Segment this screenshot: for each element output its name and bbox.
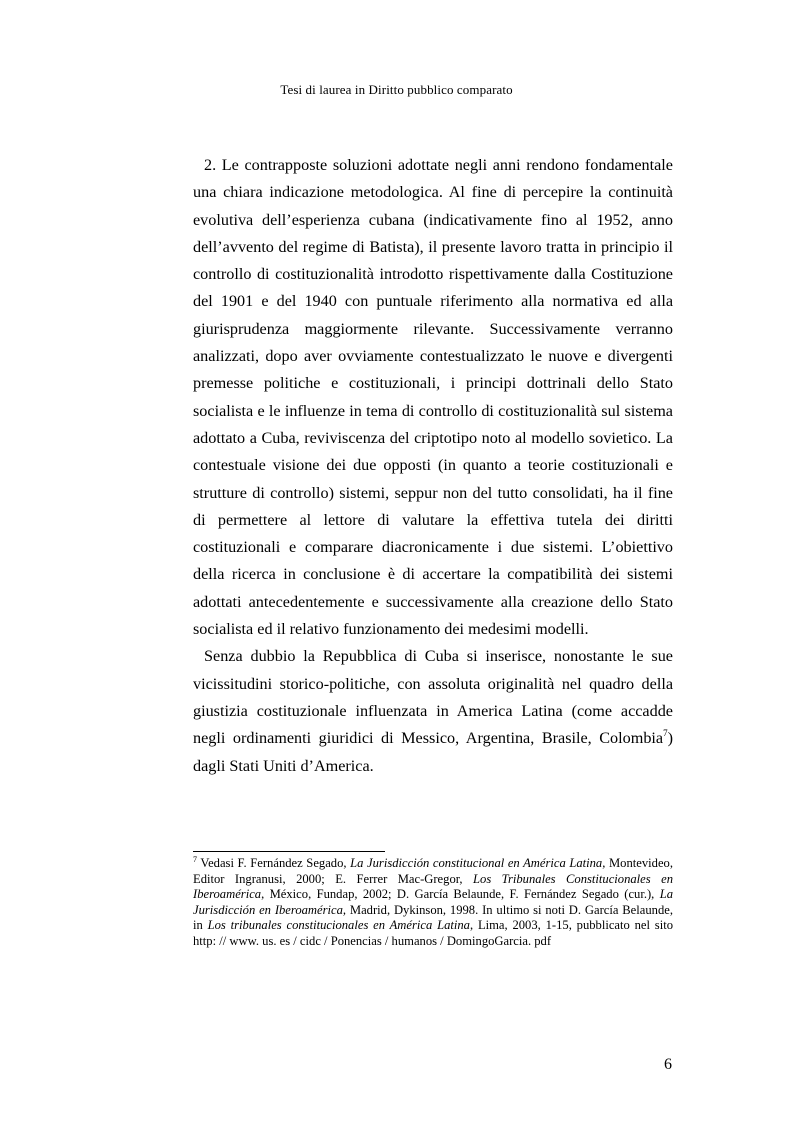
main-text [193, 152, 673, 780]
footnote-text: Montevideo, Editor Ingranusi, 2000; E. Ferrer Mac-Gregor, [193, 856, 673, 886]
paragraph-methodology: 2. Le contrapposte soluzioni adottate negli anni rendono fondamentale una chiara indicazione metodologica. Al fine di percepire la continuità evolutiva dell’esperienza cubana (indicativamente fino al 1952, anno dell’avvento del regime di Batista), il presente lavoro tratta in principio il controllo di costituzionalità introdotto rispettivamente dalla Costituzione del 1901 e del 1940 con puntuale riferimento alla normativa ed alla giurisprudenza maggiormente rilevante. Successivamente verranno analizzati, dopo aver ovviamente contestualizzato le nuove e divergenti premesse politiche e costituzionali, i principi dottrinali dello Stato socialista e le influenze in tema di controllo di costituzionalità sul sistema adottato a Cuba, reviviscenza del criptotipo noto al modello sovietico. La contestuale visione dei due opposti (in quanto a teorie costituzionali e strutture di controllo) sistemi, seppur non del tutto consolidati, ha il fine di permettere al lettore di valutare la effettiva tutela dei diritti costituzionali e comparare diacronicamente i due sistemi. L’obiettivo della ricerca in conclusione è di accertare la compatibilità dei sistemi adottati antecedentemente e successivamente alla creazione dello Stato socialista ed il relativo funzionamento dei medesimi modelli. [193, 156, 673, 639]
paragraph-text-before-ref: Senza dubbio la Repubblica di Cuba si inserisce, nonostante le sue vicissitudini storico-politiche, con assoluta originalità nel quadro della giustizia costituzionale influenzata in America Latina (come accadde negli ordinamenti giuridici di Messico, Argentina, Brasile, Colombia [193, 647, 673, 748]
paragraph-text-after-ref: ) dagli Stati Uniti d’America. [193, 729, 673, 775]
footnote-number: 7 [193, 855, 197, 864]
footnote-text: , México, Fundap, 2002; D. García Belaunde, F. Fernández Segado (cur.), [261, 887, 660, 902]
footnote [193, 856, 673, 950]
footnote-text: , Lima, 2003, 1-15, pubblicato nel sito http: // www. us. es / cidc / Ponencias / humanos / DomingoGarcia. pdf [193, 918, 673, 948]
running-header: Tesi di laurea in Diritto pubblico comparato [280, 82, 513, 97]
footnote-separator [193, 851, 385, 852]
paragraph-cuba-originality [193, 643, 673, 779]
footnote-title: La Jurisdicción en Iberoamérica, [193, 887, 673, 917]
footnote-reference[interactable]: 7 [663, 728, 668, 739]
footnote-text: Vedasi F. Fernández Segado, [197, 856, 351, 870]
footnote-title: Los tribunales constitucionales en América Latina [207, 918, 470, 933]
footnote-title: La Jurisdicción constitucional en América Latina, [350, 856, 606, 870]
page-number: 6 [664, 1056, 672, 1073]
footnote-text: Madrid, Dykinson, 1998. In ultimo si noti D. García Belaunde, in [193, 902, 673, 933]
footnote-title: Los Tribunales Constitucionales en Iberoamérica [193, 871, 673, 902]
